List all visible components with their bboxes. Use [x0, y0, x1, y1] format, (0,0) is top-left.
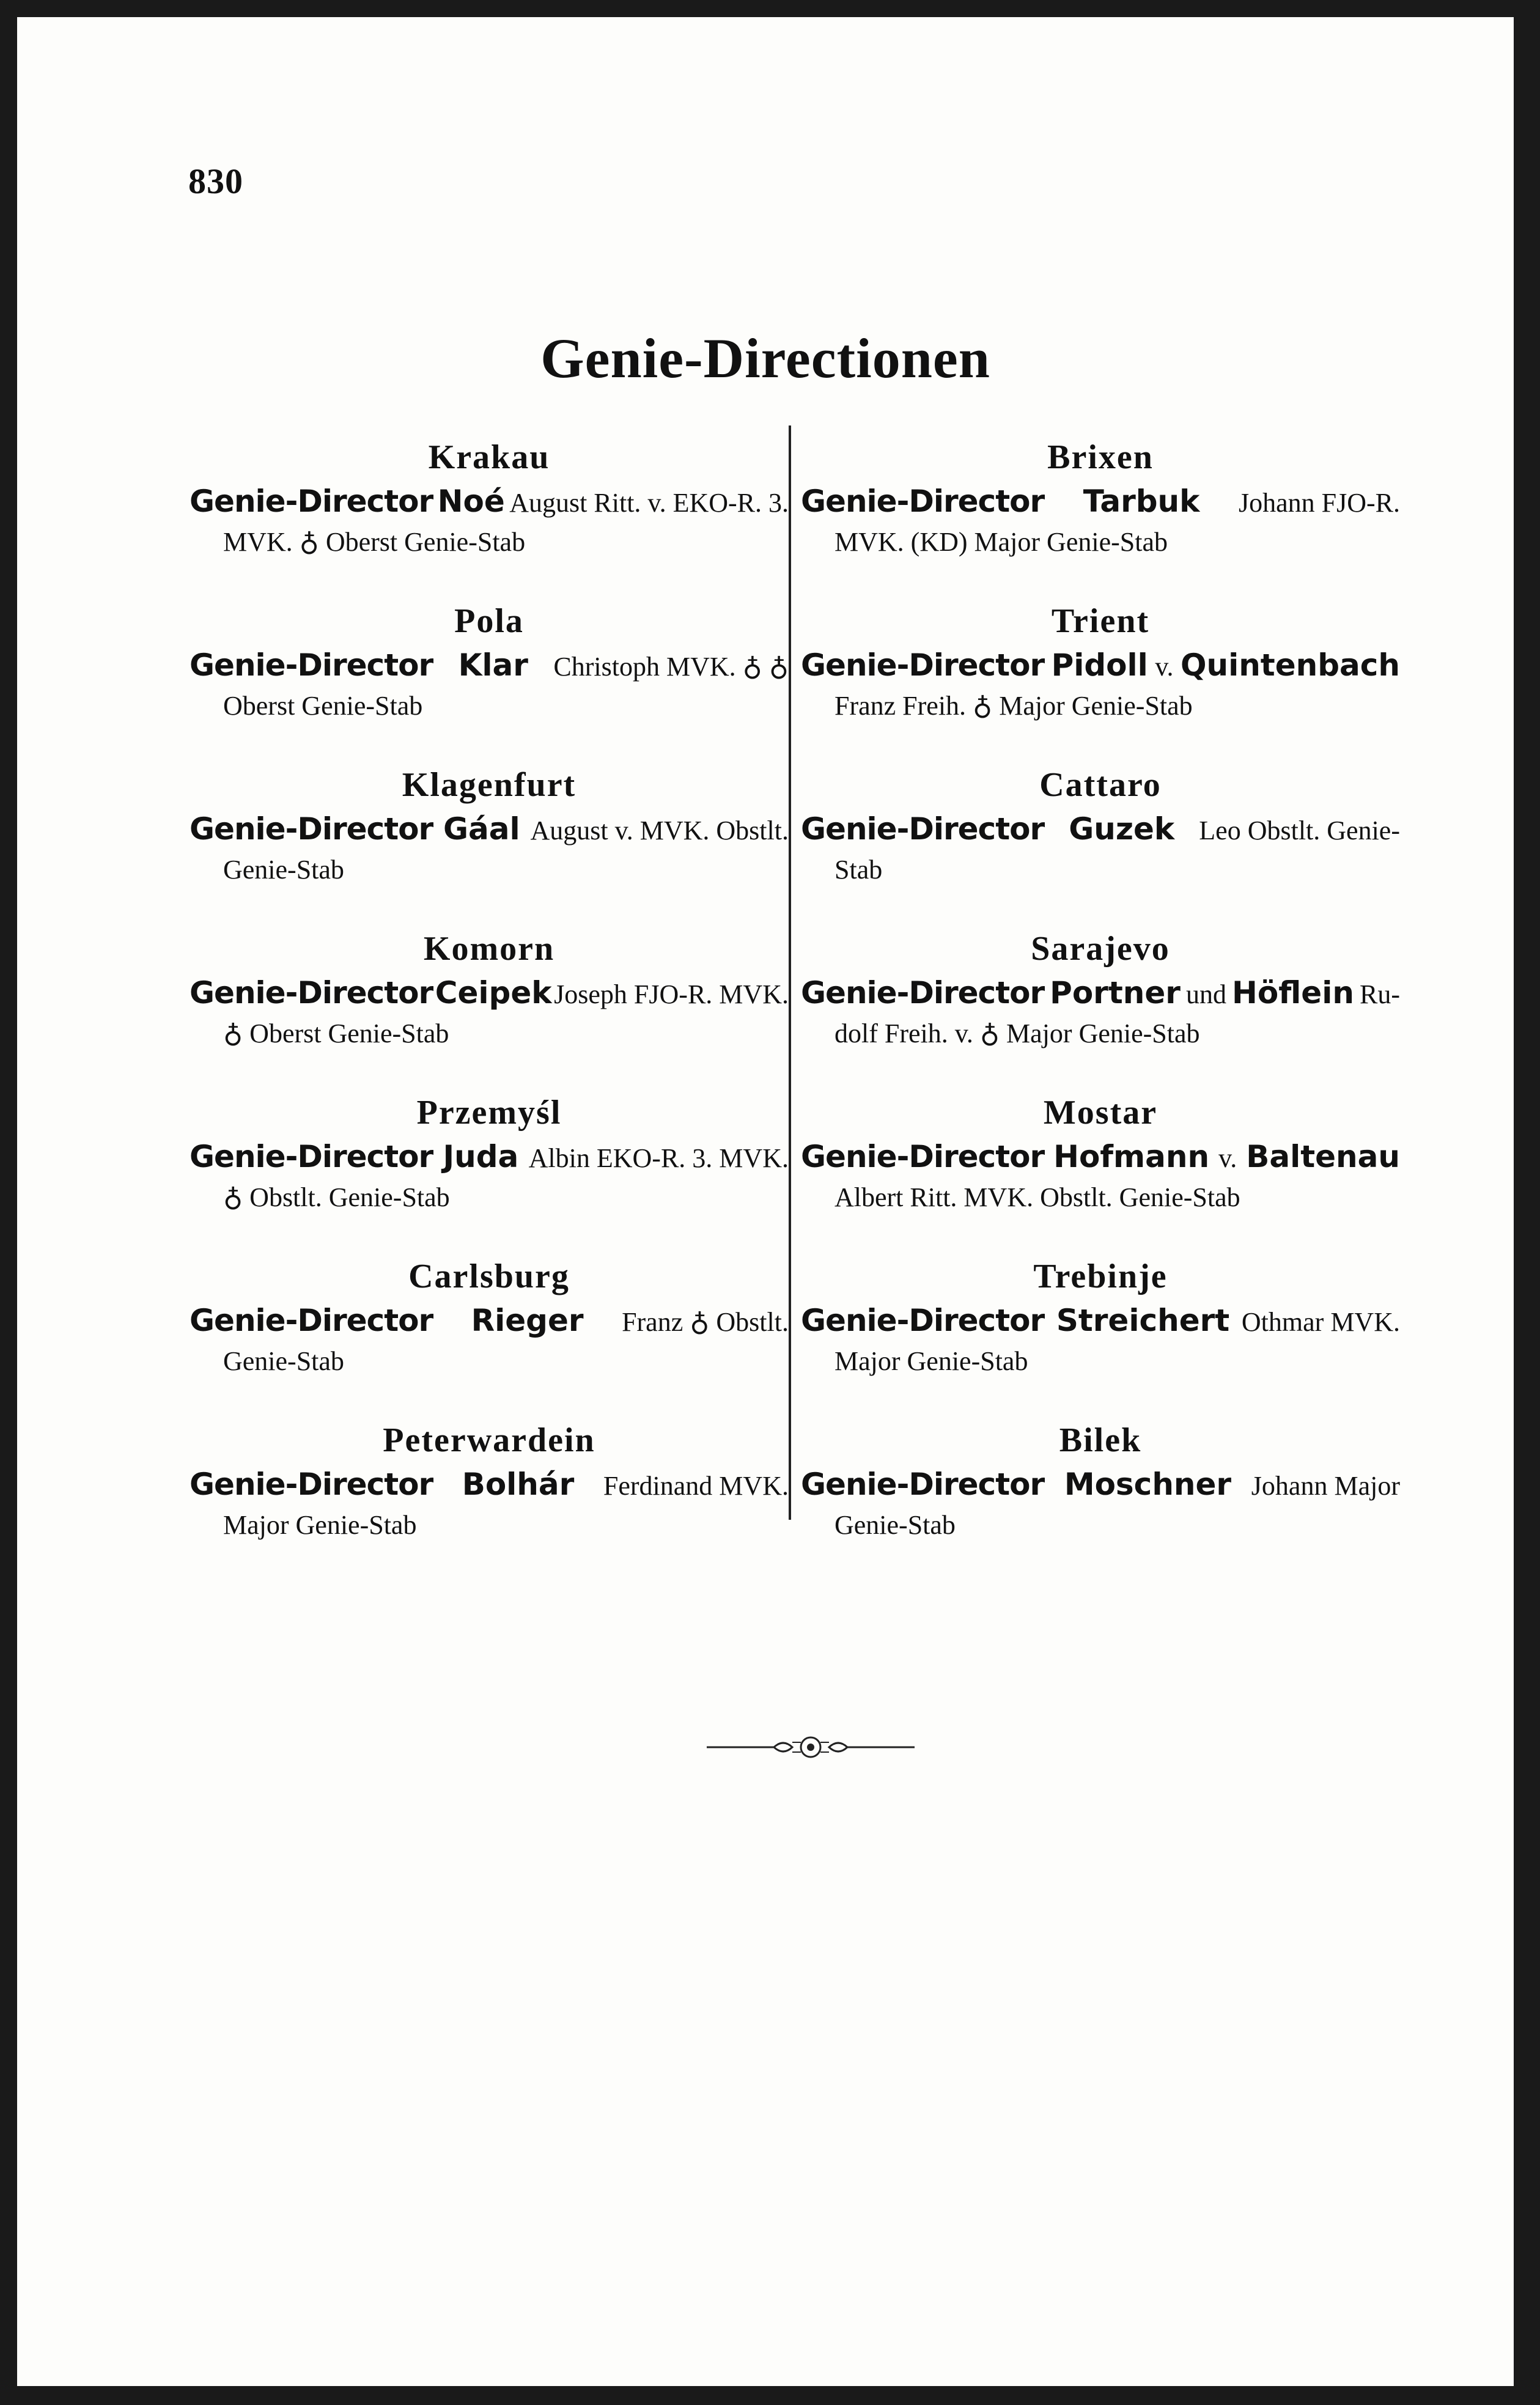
surname: Noé: [437, 484, 505, 519]
entry-details: Franz ♁ Obstlt.: [622, 1307, 789, 1337]
entry-continuation: Genie-Stab: [834, 1510, 956, 1540]
rank-title: Genie-Director: [190, 484, 433, 519]
surname: Hofmann: [1053, 1139, 1210, 1174]
city-heading: Pola: [454, 602, 524, 640]
entry-details: Joseph FJO-R. MVK.: [554, 979, 789, 1009]
entry-details: August Ritt. v. EKO-R. 3.: [509, 488, 789, 518]
entry-continuation: Genie-Stab: [223, 1346, 344, 1376]
surname: Moschner: [1064, 1467, 1232, 1502]
end-ornament-icon: [707, 1729, 915, 1766]
surname-second: Baltenau: [1246, 1139, 1400, 1174]
column-divider: [789, 425, 791, 1520]
entry-continuation: ♁ Obstlt. Genie-Stab: [223, 1182, 450, 1212]
entry-line: [801, 1465, 1400, 1506]
right-column: [801, 433, 1400, 1580]
surname-second: Quintenbach: [1180, 647, 1400, 683]
rank-title: Genie-Director: [801, 484, 1045, 519]
city-heading: Mostar: [1043, 1094, 1158, 1132]
city-heading: Bilek: [1059, 1421, 1142, 1459]
city-heading: Trient: [1051, 602, 1150, 640]
entry-line: [190, 1465, 789, 1506]
surname: Pidoll: [1051, 647, 1148, 683]
city-heading: Carlsburg: [408, 1258, 570, 1295]
entry-pola: [190, 597, 789, 761]
rank-title: Genie-Director: [190, 811, 433, 847]
rank-title: Genie-Director: [801, 1303, 1045, 1338]
entry-komorn: [190, 924, 789, 1088]
entry-line: [801, 809, 1400, 850]
city-heading: Sarajevo: [1031, 930, 1170, 968]
entry-cattaro: [801, 761, 1400, 924]
city-heading: Brixen: [1047, 438, 1154, 476]
entry-details: Johann FJO-R.: [1238, 488, 1400, 518]
entry-line: [801, 1301, 1400, 1342]
rank-title: Genie-Director: [801, 1467, 1045, 1502]
entry-line: [190, 482, 789, 523]
entry-continuation: MVK. ♁ Oberst Genie-Stab: [223, 527, 526, 557]
name-particle: v.: [1218, 1143, 1237, 1173]
entry-continuation: Franz Freih. ♁ Major Genie-Stab: [834, 691, 1193, 721]
surname: Guzek: [1069, 811, 1175, 847]
name-particle: und: [1185, 979, 1226, 1009]
rank-title: Genie-Director: [190, 1139, 433, 1174]
city-heading: Krakau: [428, 438, 550, 476]
name-particle: v.: [1155, 652, 1174, 682]
entry-continuation: ♁ Oberst Genie-Stab: [223, 1018, 449, 1048]
entry-sarajevo: [801, 924, 1400, 1088]
entry-line: [801, 1137, 1400, 1178]
entry-trient: [801, 597, 1400, 761]
entry-line: [801, 482, 1400, 523]
entry-continuation: Major Genie-Stab: [223, 1510, 417, 1540]
surname-second: Höflein: [1232, 975, 1354, 1011]
entry-line: [190, 646, 789, 687]
rank-title: Genie-Director: [801, 811, 1045, 847]
surname: Gáal: [443, 811, 520, 847]
entry-continuation: Stab: [834, 855, 883, 885]
entry-continuation: dolf Freih. v. ♁ Major Genie-Stab: [834, 1018, 1200, 1048]
rank-title: Genie-Director: [801, 1139, 1045, 1174]
left-column: [190, 433, 789, 1580]
city-heading: Peterwardein: [383, 1421, 595, 1459]
entry-trebinje: [801, 1252, 1400, 1416]
rank-title: Genie-Director: [801, 975, 1045, 1011]
surname: Streichert: [1056, 1303, 1230, 1338]
rank-title: Genie-Director: [190, 647, 433, 683]
rank-title: Genie-Director: [190, 1303, 433, 1338]
city-heading: Przemyśl: [416, 1094, 562, 1132]
entry-bilek: [801, 1416, 1400, 1580]
surname: Juda: [443, 1139, 519, 1174]
surname: Portner: [1050, 975, 1181, 1011]
entry-krakau: [190, 433, 789, 597]
entry-continuation: MVK. (KD) Major Genie-Stab: [834, 527, 1168, 557]
entry-line: [801, 973, 1400, 1014]
surname: Rieger: [471, 1303, 584, 1338]
surname: Klar: [458, 647, 528, 683]
entry-line: [801, 646, 1400, 687]
entry-line: [190, 973, 789, 1014]
rank-title: Genie-Director: [801, 647, 1045, 683]
entry-peterwardein: [190, 1416, 789, 1580]
entry-carlsburg: [190, 1252, 789, 1416]
entry-details: Ferdinand MVK.: [603, 1471, 789, 1501]
rank-title: Genie-Director: [190, 975, 433, 1011]
entry-brixen: [801, 433, 1400, 597]
surname: Bolhár: [462, 1467, 575, 1502]
page-title: Genie-Directionen: [540, 327, 990, 389]
entry-line: [190, 1301, 789, 1342]
entry-details: Christoph MVK. ♁ ♁: [553, 652, 789, 682]
entry-klagenfurt: [190, 761, 789, 924]
entry-przemysl: [190, 1088, 789, 1252]
hyphenation: Ru-: [1360, 979, 1400, 1009]
surname: Tarbuk: [1083, 484, 1200, 519]
surname: Ceipek: [435, 975, 552, 1011]
page: [17, 17, 1514, 2386]
rank-title: Genie-Director: [190, 1467, 433, 1502]
entry-continuation: Oberst Genie-Stab: [223, 691, 423, 721]
city-heading: Trebinje: [1033, 1258, 1168, 1295]
entry-details: Albin EKO-R. 3. MVK.: [528, 1143, 789, 1173]
entry-continuation: Genie-Stab: [223, 855, 344, 885]
entry-continuation: Major Genie-Stab: [834, 1346, 1028, 1376]
entry-details: Johann Major: [1251, 1471, 1400, 1501]
city-heading: Komorn: [423, 930, 555, 968]
entry-mostar: [801, 1088, 1400, 1252]
entry-line: [190, 809, 789, 850]
entry-details: August v. MVK. Obstlt.: [530, 816, 789, 845]
city-heading: Klagenfurt: [402, 766, 577, 804]
entry-details: Leo Obstlt. Genie-: [1199, 816, 1400, 845]
entry-line: [190, 1137, 789, 1178]
page-number: 830: [188, 161, 243, 201]
city-heading: Cattaro: [1039, 766, 1162, 804]
entry-continuation: Albert Ritt. MVK. Obstlt. Genie-Stab: [834, 1182, 1240, 1212]
entry-details: Othmar MVK.: [1241, 1307, 1400, 1337]
